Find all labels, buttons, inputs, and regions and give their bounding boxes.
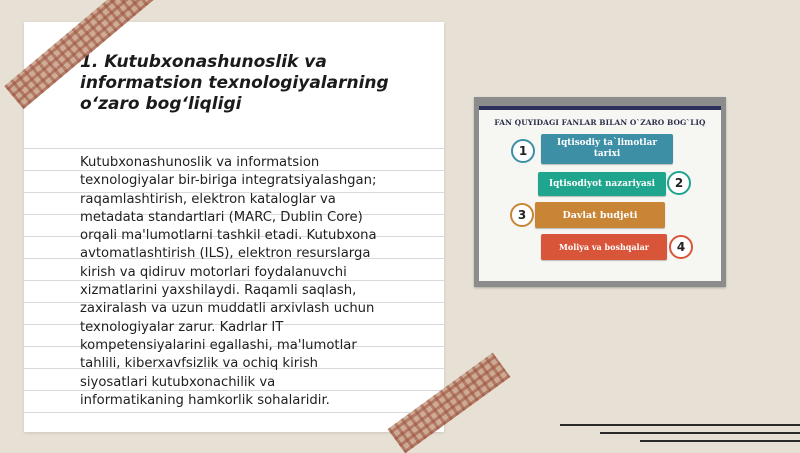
- slide-item-4-label: Moliya va boshqalar: [541, 234, 667, 260]
- body-paragraph: Kutubxonashunoslik va informatsion texnologiyalar bir-biriga integratsiyalashgan; raqamlashtirish, elektron kataloglar va metadata standartlari (MARC, Dublin Core) orqali ma'lumotlarni tashkil etadi. Kutubxona avtomatlashtirish (ILS), elektron resurslarga kirish va qidiruv motorlari foydalanuvchi xizmatlarini yaxshilaydi. Raqamli saqlash, zaxiralash va uzun muddatli arxivlash uchun texnologiyalar zarur. Kadrlar IT kompetensiyalarini egallashi, ma'lumotlar tahlili, kiberxavfsizlik va ochiq kirish siyosatlari kutubxonachilik va informatikaning hamkorlik sohalaridir.: [80, 155, 377, 408]
- slide-item-3-label: Davlat budjeti: [535, 202, 665, 228]
- page-title: 1. Kutubxonashunoslik va informatsion texnologiyalarning o‘zaro bog‘liqligi: [80, 52, 389, 114]
- slide-title: FAN QUYIDAGI FANLAR BILAN O`ZARO BOG`LIQ: [494, 118, 706, 127]
- slide-item-2-label: Iqtisodiyot nazariyasi: [538, 172, 666, 196]
- note-paper: [24, 22, 444, 432]
- decorative-line: [640, 440, 800, 442]
- slide-item-1-label: Iqtisodiy ta`limotlar tarixi: [541, 134, 673, 164]
- slide-item-2-number: 2: [667, 171, 691, 195]
- ruled-line: [24, 148, 444, 149]
- slide-item-4-number: 4: [669, 235, 693, 259]
- slide-item-3-number: 3: [510, 203, 534, 227]
- slide-canvas: [479, 106, 721, 281]
- ruled-line: [24, 412, 444, 413]
- slide-item-1-number: 1: [511, 139, 535, 163]
- slide-image: [474, 97, 726, 287]
- slide-top-bar: [479, 106, 721, 110]
- decorative-line: [560, 424, 800, 426]
- decorative-line: [600, 432, 800, 434]
